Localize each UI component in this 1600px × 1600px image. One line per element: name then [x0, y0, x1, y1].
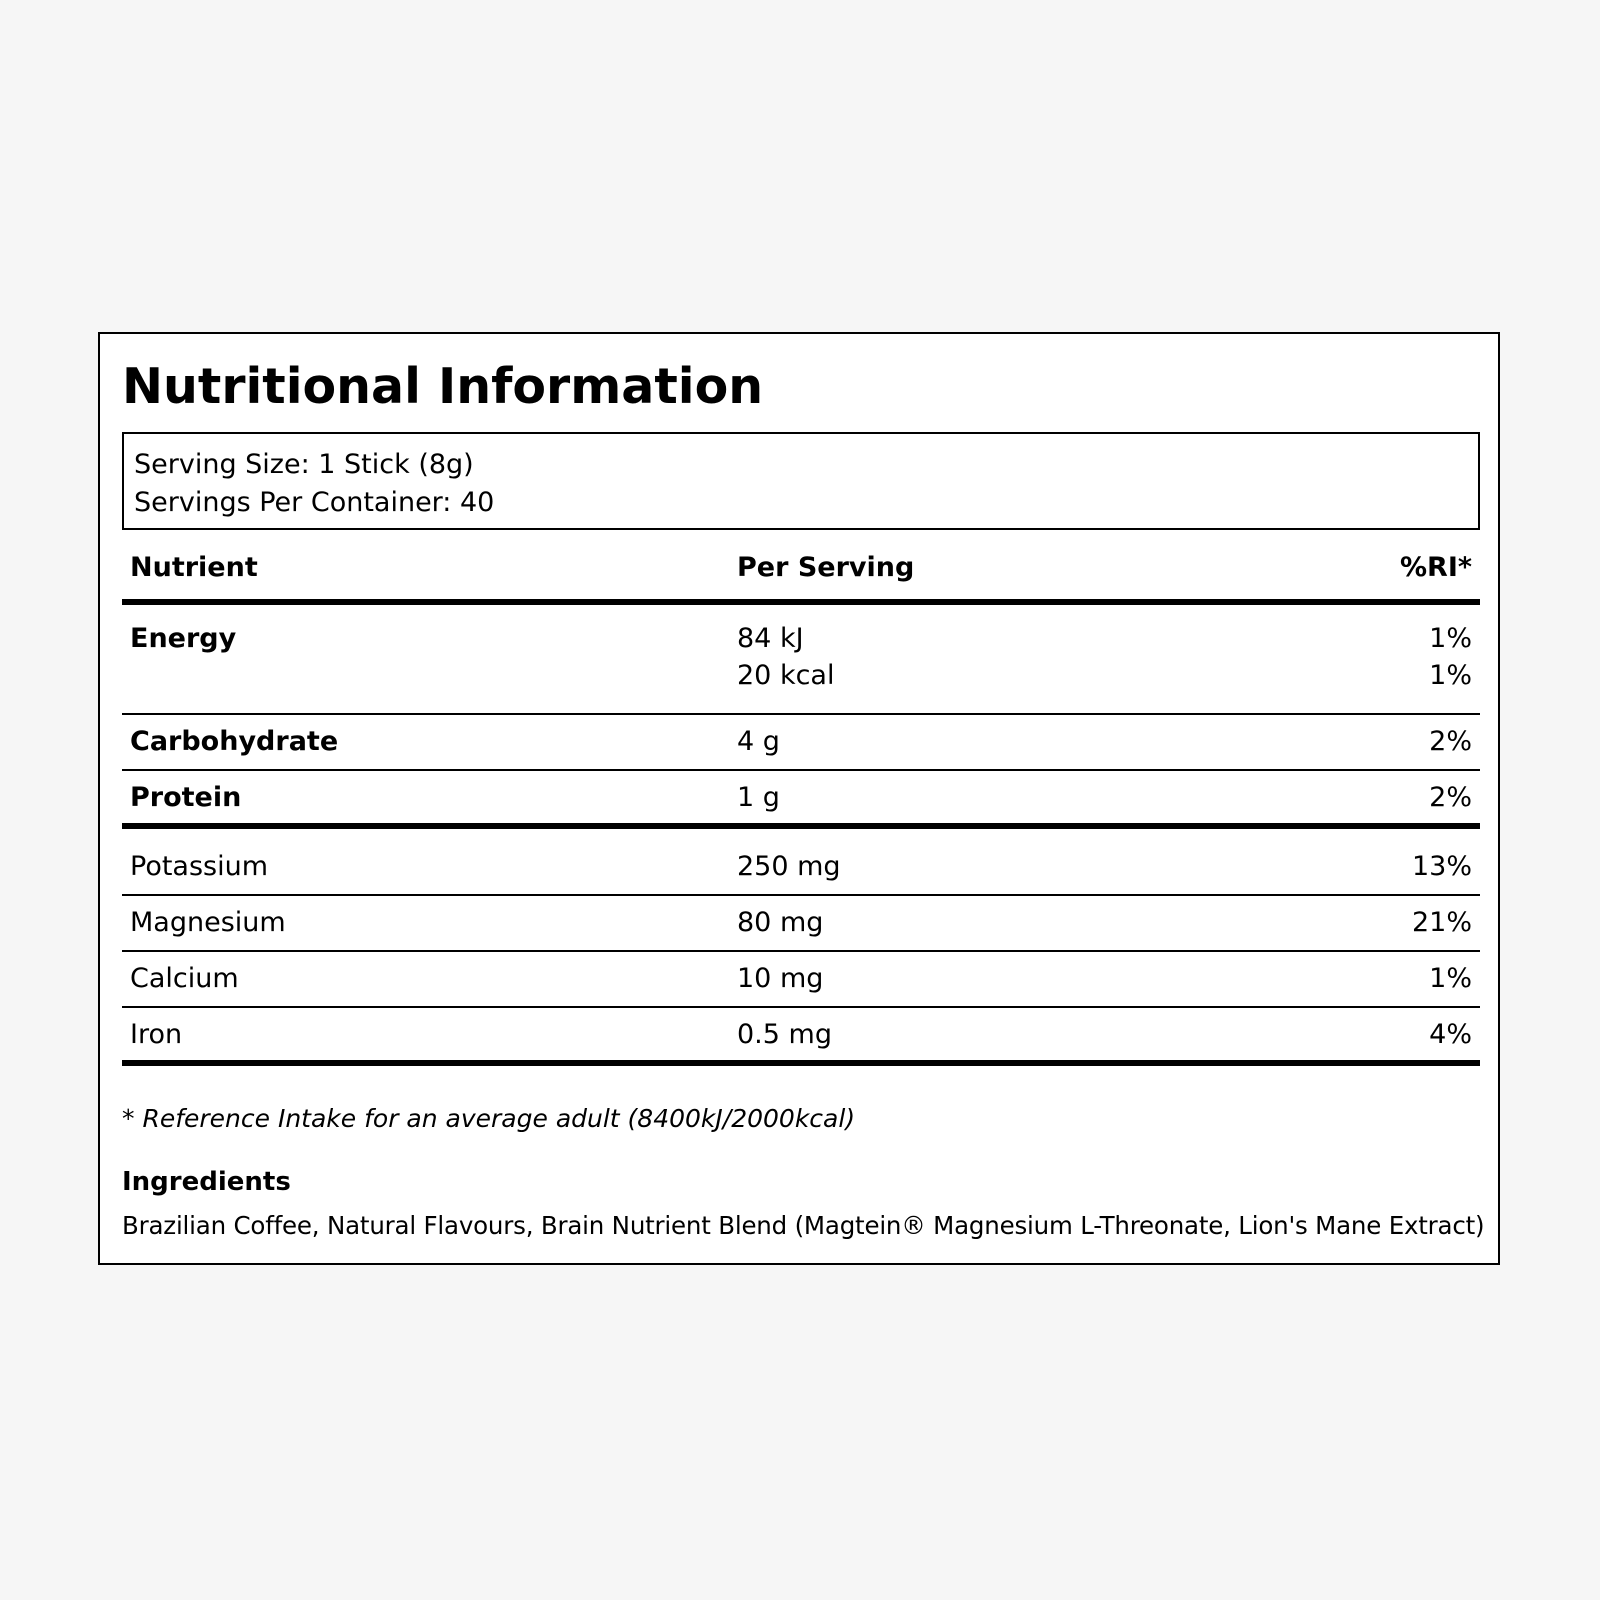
nutrient-amount: 80 mg [737, 907, 824, 938]
nutrient-ri: 13% [1411, 851, 1472, 882]
ingredients-text: Brazilian Coffee, Natural Flavours, Brain Nutrient Blend (Magtein® Magnesium L-Threonate, Lion's Mane Extract) [122, 1211, 1485, 1240]
table-row [122, 771, 1480, 829]
table-row [122, 715, 1480, 771]
table-header-row [122, 542, 1480, 605]
table-row [122, 952, 1480, 1008]
header-ri: %RI* [1399, 552, 1472, 583]
nutrient-name: Magnesium [130, 907, 286, 938]
nutrient-amount: 84 kJ [737, 623, 804, 654]
nutrient-amount: 20 kcal [737, 660, 835, 691]
servings-per-container: Servings Per Container: 40 [134, 487, 495, 518]
nutrient-ri: 1% [1429, 963, 1472, 994]
ingredients-heading: Ingredients [122, 1167, 291, 1197]
nutrient-ri: 4% [1429, 1019, 1472, 1050]
nutrition-panel [98, 332, 1500, 1265]
nutrient-name: Potassium [130, 851, 269, 882]
nutrient-name: Iron [130, 1019, 183, 1050]
nutrient-name: Energy [130, 623, 237, 654]
table-row [122, 896, 1480, 952]
nutrient-amount: 250 mg [737, 851, 841, 882]
header-nutrient: Nutrient [130, 552, 258, 583]
serving-size: Serving Size: 1 Stick (8g) [134, 449, 474, 480]
nutrient-name: Carbohydrate [130, 726, 339, 757]
nutrient-ri: 1% [1429, 660, 1472, 691]
table-row [122, 605, 1480, 660]
page-title: Nutritional Information [122, 358, 764, 415]
nutrient-ri: 2% [1429, 782, 1472, 813]
nutrient-ri: 2% [1429, 726, 1472, 757]
nutrient-amount: 0.5 mg [737, 1019, 832, 1050]
table-row [122, 660, 1480, 715]
reference-intake-footnote: * Reference Intake for an average adult (8400kJ/2000kcal) [122, 1104, 856, 1133]
nutrient-name: Calcium [130, 963, 239, 994]
nutrition-table [122, 542, 1480, 1066]
table-row [122, 1008, 1480, 1066]
nutrient-amount: 4 g [737, 726, 780, 757]
nutrient-ri: 21% [1411, 907, 1472, 938]
nutrient-name: Protein [130, 782, 242, 813]
nutrient-amount: 10 mg [737, 963, 824, 994]
header-per-serving: Per Serving [737, 552, 915, 583]
nutrient-amount: 1 g [737, 782, 780, 813]
serving-info-box [122, 432, 1480, 530]
table-row [122, 829, 1480, 896]
nutrient-ri: 1% [1429, 623, 1472, 654]
